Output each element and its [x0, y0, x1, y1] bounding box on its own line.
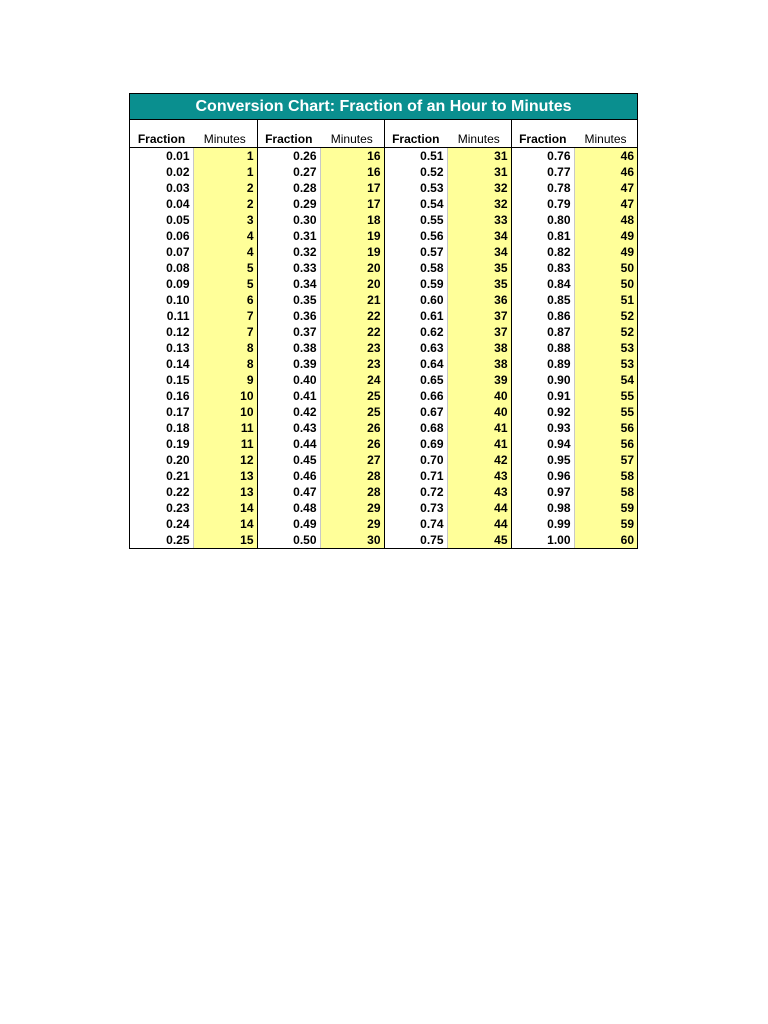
- fraction-cell: 0.67: [384, 404, 447, 420]
- minutes-cell: 58: [574, 484, 637, 500]
- minutes-cell: 16: [320, 148, 384, 165]
- minutes-cell: 20: [320, 260, 384, 276]
- minutes-cell: 19: [320, 244, 384, 260]
- table-row: [130, 276, 637, 292]
- fraction-cell: 0.40: [257, 372, 320, 388]
- fraction-cell: 0.03: [130, 180, 193, 196]
- minutes-cell: 56: [574, 420, 637, 436]
- minutes-cell: 38: [447, 340, 511, 356]
- fraction-cell: 0.41: [257, 388, 320, 404]
- table-row: [130, 340, 637, 356]
- header-fraction: Fraction: [257, 120, 320, 148]
- header-minutes: Minutes: [447, 120, 511, 148]
- minutes-cell: 2: [193, 180, 257, 196]
- table-row: [130, 500, 637, 516]
- fraction-cell: 0.13: [130, 340, 193, 356]
- minutes-cell: 38: [447, 356, 511, 372]
- fraction-cell: 0.14: [130, 356, 193, 372]
- minutes-cell: 57: [574, 452, 637, 468]
- fraction-cell: 1.00: [511, 532, 574, 548]
- minutes-cell: 30: [320, 532, 384, 548]
- minutes-cell: 4: [193, 228, 257, 244]
- fraction-cell: 0.95: [511, 452, 574, 468]
- minutes-cell: 47: [574, 180, 637, 196]
- minutes-cell: 50: [574, 276, 637, 292]
- fraction-cell: 0.20: [130, 452, 193, 468]
- fraction-cell: 0.01: [130, 148, 193, 165]
- minutes-cell: 26: [320, 436, 384, 452]
- fraction-cell: 0.84: [511, 276, 574, 292]
- minutes-cell: 22: [320, 308, 384, 324]
- fraction-cell: 0.79: [511, 196, 574, 212]
- fraction-cell: 0.50: [257, 532, 320, 548]
- minutes-cell: 52: [574, 324, 637, 340]
- fraction-cell: 0.39: [257, 356, 320, 372]
- minutes-cell: 59: [574, 516, 637, 532]
- minutes-cell: 21: [320, 292, 384, 308]
- minutes-cell: 55: [574, 388, 637, 404]
- fraction-cell: 0.43: [257, 420, 320, 436]
- fraction-cell: 0.70: [384, 452, 447, 468]
- header-row: [130, 120, 637, 148]
- minutes-cell: 60: [574, 532, 637, 548]
- minutes-cell: 7: [193, 324, 257, 340]
- fraction-cell: 0.59: [384, 276, 447, 292]
- table-row: [130, 148, 637, 165]
- minutes-cell: 12: [193, 452, 257, 468]
- minutes-cell: 5: [193, 260, 257, 276]
- fraction-cell: 0.57: [384, 244, 447, 260]
- fraction-cell: 0.02: [130, 164, 193, 180]
- table-row: [130, 420, 637, 436]
- minutes-cell: 32: [447, 196, 511, 212]
- minutes-cell: 58: [574, 468, 637, 484]
- fraction-cell: 0.72: [384, 484, 447, 500]
- fraction-cell: 0.37: [257, 324, 320, 340]
- minutes-cell: 19: [320, 228, 384, 244]
- fraction-cell: 0.81: [511, 228, 574, 244]
- table-row: [130, 452, 637, 468]
- fraction-cell: 0.21: [130, 468, 193, 484]
- fraction-cell: 0.77: [511, 164, 574, 180]
- minutes-cell: 23: [320, 340, 384, 356]
- minutes-cell: 59: [574, 500, 637, 516]
- minutes-cell: 40: [447, 404, 511, 420]
- minutes-cell: 15: [193, 532, 257, 548]
- minutes-cell: 26: [320, 420, 384, 436]
- minutes-cell: 37: [447, 324, 511, 340]
- fraction-cell: 0.82: [511, 244, 574, 260]
- fraction-cell: 0.24: [130, 516, 193, 532]
- fraction-cell: 0.90: [511, 372, 574, 388]
- fraction-cell: 0.45: [257, 452, 320, 468]
- minutes-cell: 34: [447, 244, 511, 260]
- fraction-cell: 0.15: [130, 372, 193, 388]
- fraction-cell: 0.58: [384, 260, 447, 276]
- table-row: [130, 212, 637, 228]
- minutes-cell: 13: [193, 484, 257, 500]
- fraction-cell: 0.46: [257, 468, 320, 484]
- minutes-cell: 11: [193, 436, 257, 452]
- minutes-cell: 14: [193, 516, 257, 532]
- fraction-cell: 0.98: [511, 500, 574, 516]
- fraction-cell: 0.23: [130, 500, 193, 516]
- table-row: [130, 468, 637, 484]
- fraction-cell: 0.44: [257, 436, 320, 452]
- minutes-cell: 42: [447, 452, 511, 468]
- fraction-cell: 0.29: [257, 196, 320, 212]
- minutes-cell: 33: [447, 212, 511, 228]
- minutes-cell: 29: [320, 516, 384, 532]
- table-row: [130, 180, 637, 196]
- fraction-cell: 0.47: [257, 484, 320, 500]
- minutes-cell: 7: [193, 308, 257, 324]
- fraction-cell: 0.87: [511, 324, 574, 340]
- minutes-cell: 40: [447, 388, 511, 404]
- fraction-cell: 0.35: [257, 292, 320, 308]
- minutes-cell: 44: [447, 500, 511, 516]
- minutes-cell: 13: [193, 468, 257, 484]
- table-row: [130, 244, 637, 260]
- fraction-cell: 0.42: [257, 404, 320, 420]
- fraction-cell: 0.83: [511, 260, 574, 276]
- table-body: [130, 148, 637, 549]
- table-row: [130, 404, 637, 420]
- fraction-cell: 0.96: [511, 468, 574, 484]
- fraction-cell: 0.80: [511, 212, 574, 228]
- fraction-cell: 0.38: [257, 340, 320, 356]
- header-fraction: Fraction: [130, 120, 193, 148]
- fraction-cell: 0.55: [384, 212, 447, 228]
- minutes-cell: 41: [447, 436, 511, 452]
- header-fraction: Fraction: [384, 120, 447, 148]
- minutes-cell: 46: [574, 148, 637, 165]
- minutes-cell: 36: [447, 292, 511, 308]
- minutes-cell: 8: [193, 356, 257, 372]
- fraction-cell: 0.97: [511, 484, 574, 500]
- minutes-cell: 16: [320, 164, 384, 180]
- minutes-cell: 2: [193, 196, 257, 212]
- table-row: [130, 308, 637, 324]
- fraction-cell: 0.49: [257, 516, 320, 532]
- fraction-cell: 0.28: [257, 180, 320, 196]
- fraction-cell: 0.27: [257, 164, 320, 180]
- table-row: [130, 484, 637, 500]
- fraction-cell: 0.65: [384, 372, 447, 388]
- minutes-cell: 28: [320, 484, 384, 500]
- fraction-cell: 0.31: [257, 228, 320, 244]
- minutes-cell: 53: [574, 340, 637, 356]
- fraction-cell: 0.48: [257, 500, 320, 516]
- fraction-cell: 0.66: [384, 388, 447, 404]
- fraction-cell: 0.30: [257, 212, 320, 228]
- fraction-cell: 0.92: [511, 404, 574, 420]
- fraction-cell: 0.88: [511, 340, 574, 356]
- minutes-cell: 37: [447, 308, 511, 324]
- fraction-cell: 0.73: [384, 500, 447, 516]
- fraction-cell: 0.78: [511, 180, 574, 196]
- fraction-cell: 0.07: [130, 244, 193, 260]
- minutes-cell: 6: [193, 292, 257, 308]
- minutes-cell: 49: [574, 244, 637, 260]
- minutes-cell: 51: [574, 292, 637, 308]
- fraction-cell: 0.91: [511, 388, 574, 404]
- table-row: [130, 388, 637, 404]
- minutes-cell: 50: [574, 260, 637, 276]
- fraction-cell: 0.63: [384, 340, 447, 356]
- minutes-cell: 28: [320, 468, 384, 484]
- minutes-cell: 9: [193, 372, 257, 388]
- fraction-cell: 0.94: [511, 436, 574, 452]
- minutes-cell: 43: [447, 468, 511, 484]
- minutes-cell: 17: [320, 180, 384, 196]
- minutes-cell: 31: [447, 148, 511, 165]
- minutes-cell: 32: [447, 180, 511, 196]
- minutes-cell: 29: [320, 500, 384, 516]
- fraction-cell: 0.11: [130, 308, 193, 324]
- header-minutes: Minutes: [574, 120, 637, 148]
- fraction-cell: 0.32: [257, 244, 320, 260]
- fraction-cell: 0.85: [511, 292, 574, 308]
- minutes-cell: 14: [193, 500, 257, 516]
- fraction-cell: 0.71: [384, 468, 447, 484]
- fraction-cell: 0.22: [130, 484, 193, 500]
- fraction-cell: 0.10: [130, 292, 193, 308]
- table-row: [130, 532, 637, 548]
- fraction-cell: 0.75: [384, 532, 447, 548]
- minutes-cell: 11: [193, 420, 257, 436]
- fraction-cell: 0.52: [384, 164, 447, 180]
- fraction-cell: 0.89: [511, 356, 574, 372]
- fraction-cell: 0.64: [384, 356, 447, 372]
- minutes-cell: 53: [574, 356, 637, 372]
- minutes-cell: 54: [574, 372, 637, 388]
- table-row: [130, 436, 637, 452]
- minutes-cell: 43: [447, 484, 511, 500]
- minutes-cell: 52: [574, 308, 637, 324]
- minutes-cell: 22: [320, 324, 384, 340]
- fraction-cell: 0.68: [384, 420, 447, 436]
- fraction-cell: 0.86: [511, 308, 574, 324]
- minutes-cell: 1: [193, 148, 257, 165]
- fraction-cell: 0.60: [384, 292, 447, 308]
- table-row: [130, 196, 637, 212]
- minutes-cell: 41: [447, 420, 511, 436]
- header-minutes: Minutes: [193, 120, 257, 148]
- minutes-cell: 47: [574, 196, 637, 212]
- minutes-cell: 39: [447, 372, 511, 388]
- fraction-cell: 0.12: [130, 324, 193, 340]
- table-row: [130, 260, 637, 276]
- fraction-cell: 0.93: [511, 420, 574, 436]
- fraction-cell: 0.54: [384, 196, 447, 212]
- minutes-cell: 44: [447, 516, 511, 532]
- minutes-cell: 20: [320, 276, 384, 292]
- fraction-cell: 0.69: [384, 436, 447, 452]
- minutes-cell: 25: [320, 388, 384, 404]
- minutes-cell: 35: [447, 260, 511, 276]
- minutes-cell: 23: [320, 356, 384, 372]
- fraction-cell: 0.36: [257, 308, 320, 324]
- fraction-cell: 0.33: [257, 260, 320, 276]
- fraction-cell: 0.61: [384, 308, 447, 324]
- table-row: [130, 516, 637, 532]
- fraction-cell: 0.62: [384, 324, 447, 340]
- minutes-cell: 55: [574, 404, 637, 420]
- minutes-cell: 8: [193, 340, 257, 356]
- fraction-cell: 0.26: [257, 148, 320, 165]
- fraction-cell: 0.18: [130, 420, 193, 436]
- minutes-cell: 24: [320, 372, 384, 388]
- minutes-cell: 56: [574, 436, 637, 452]
- minutes-cell: 17: [320, 196, 384, 212]
- fraction-cell: 0.08: [130, 260, 193, 276]
- minutes-cell: 35: [447, 276, 511, 292]
- fraction-cell: 0.16: [130, 388, 193, 404]
- fraction-cell: 0.34: [257, 276, 320, 292]
- fraction-cell: 0.09: [130, 276, 193, 292]
- table-row: [130, 164, 637, 180]
- fraction-cell: 0.99: [511, 516, 574, 532]
- fraction-cell: 0.53: [384, 180, 447, 196]
- table-row: [130, 292, 637, 308]
- fraction-cell: 0.76: [511, 148, 574, 165]
- table-row: [130, 356, 637, 372]
- minutes-cell: 46: [574, 164, 637, 180]
- minutes-cell: 4: [193, 244, 257, 260]
- minutes-cell: 10: [193, 404, 257, 420]
- minutes-cell: 49: [574, 228, 637, 244]
- fraction-cell: 0.05: [130, 212, 193, 228]
- minutes-cell: 1: [193, 164, 257, 180]
- fraction-cell: 0.25: [130, 532, 193, 548]
- minutes-cell: 48: [574, 212, 637, 228]
- fraction-cell: 0.74: [384, 516, 447, 532]
- minutes-cell: 3: [193, 212, 257, 228]
- header-minutes: Minutes: [320, 120, 384, 148]
- chart-title: Conversion Chart: Fraction of an Hour to Minutes: [130, 94, 637, 120]
- minutes-cell: 31: [447, 164, 511, 180]
- minutes-cell: 25: [320, 404, 384, 420]
- fraction-cell: 0.17: [130, 404, 193, 420]
- fraction-cell: 0.06: [130, 228, 193, 244]
- minutes-cell: 18: [320, 212, 384, 228]
- minutes-cell: 45: [447, 532, 511, 548]
- minutes-cell: 10: [193, 388, 257, 404]
- conversion-table: [130, 120, 637, 548]
- fraction-cell: 0.51: [384, 148, 447, 165]
- table-row: [130, 324, 637, 340]
- conversion-chart: [129, 93, 638, 549]
- table-row: [130, 228, 637, 244]
- minutes-cell: 5: [193, 276, 257, 292]
- minutes-cell: 27: [320, 452, 384, 468]
- fraction-cell: 0.56: [384, 228, 447, 244]
- fraction-cell: 0.04: [130, 196, 193, 212]
- header-fraction: Fraction: [511, 120, 574, 148]
- table-row: [130, 372, 637, 388]
- minutes-cell: 34: [447, 228, 511, 244]
- fraction-cell: 0.19: [130, 436, 193, 452]
